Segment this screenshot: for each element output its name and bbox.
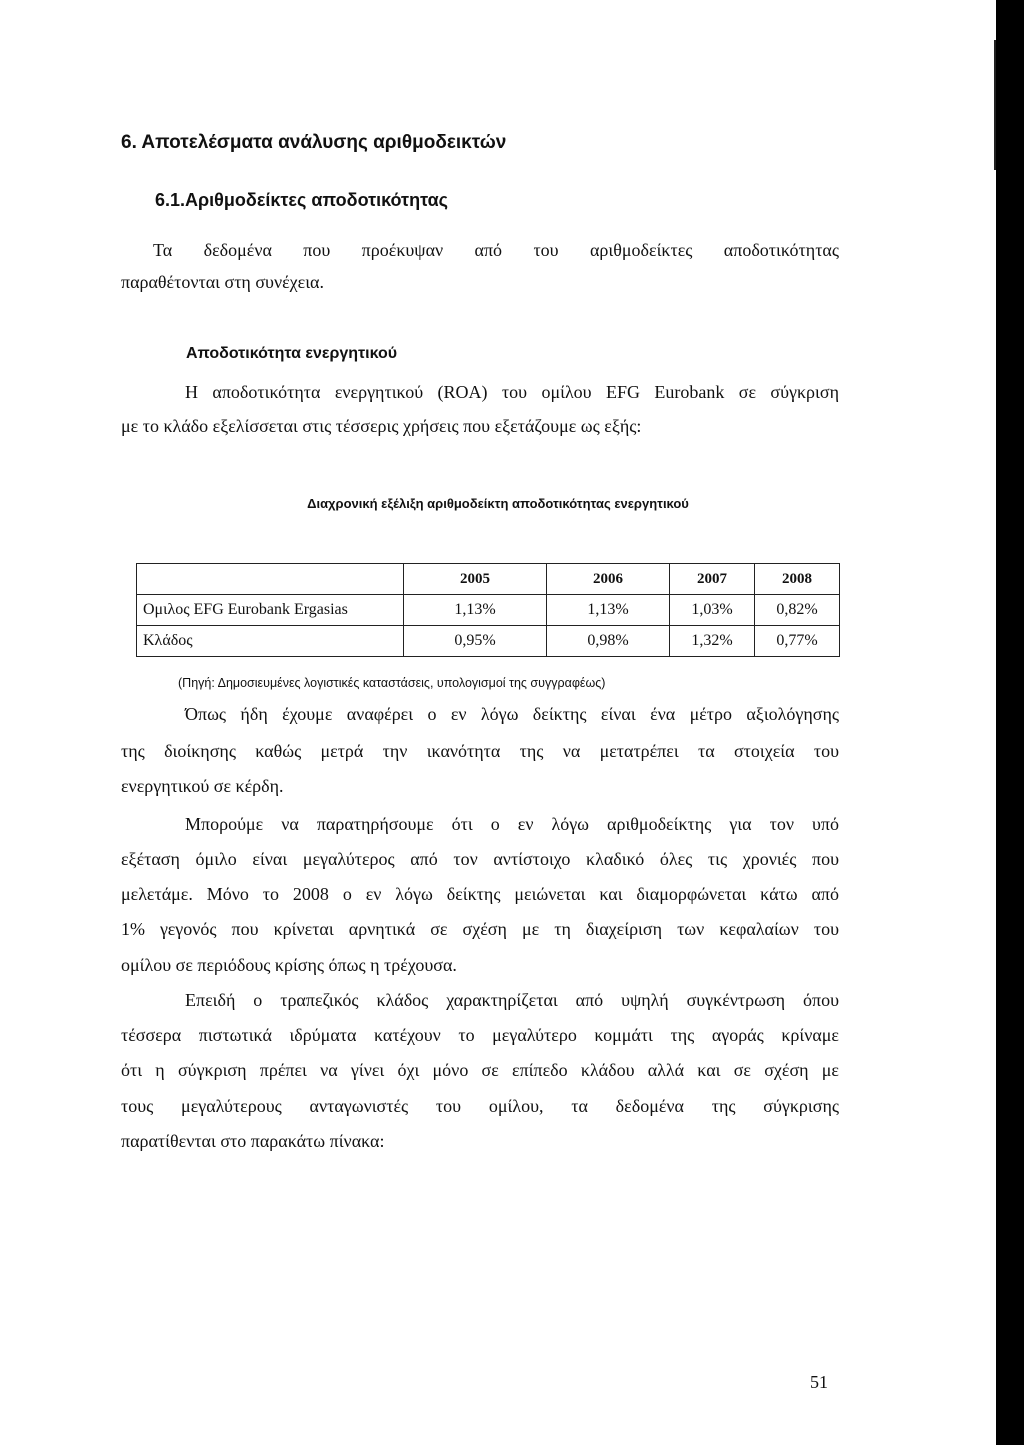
paragraph-2-line-4: 1% γεγονός που κρίνεται αρνητικά σε σχέση με τη διαχείριση των κεφαλαίων του <box>121 919 839 939</box>
table-cell: 0,82% <box>755 595 840 626</box>
paragraph-2-line-1: Μπορούμε να παρατηρήσουμε ότι ο εν λόγω αριθμοδείκτης για τον υπό <box>185 814 839 834</box>
table-cell: 1,32% <box>670 626 755 657</box>
table-cell: 1,13% <box>404 595 547 626</box>
table-header-row <box>137 564 840 595</box>
roa-intro-line-2: με το κλάδο εξελίσσεται στις τέσσερις χρήσεις που εξετάζουμε ως εξής: <box>121 416 642 436</box>
roa-table <box>136 563 840 657</box>
page-number: 51 <box>810 1372 828 1392</box>
paragraph-2-line-2: εξέταση όμιλο είναι μεγαλύτερος από τον αντίστοιχο κλαδικό όλες τις χρονιές που <box>121 849 839 869</box>
row-label: Κλάδος <box>137 626 404 657</box>
paragraph-1-line-3: ενεργητικού σε κέρδη. <box>121 776 284 796</box>
paragraph-1-line-2: της διοίκησης καθώς μετρά την ικανότητα της να μετατρέπει τα στοιχεία του <box>121 741 839 761</box>
year-header: 2008 <box>755 564 840 595</box>
intro-line-2: παραθέτονται στη συνέχεια. <box>121 272 324 292</box>
table-source: (Πηγή: Δημοσιευμένες λογιστικές καταστάσεις, υπολογισμοί της συγγραφέως) <box>178 676 606 690</box>
table-cell: 0,95% <box>404 626 547 657</box>
table-caption: Διαχρονική εξέλιξη αριθμοδείκτη αποδοτικότητας ενεργητικού <box>307 496 689 511</box>
table-cell: 1,03% <box>670 595 755 626</box>
subsection-heading: 6.1.Αριθμοδείκτες αποδοτικότητας <box>155 190 449 210</box>
scan-edge-line <box>994 40 996 170</box>
year-header: 2006 <box>547 564 670 595</box>
roa-subheading: Αποδοτικότητα ενεργητικού <box>186 345 398 362</box>
paragraph-3-line-1: Επειδή ο τραπεζικός κλάδος χαρακτηρίζεται από υψηλή συγκέντρωση όπου <box>185 990 839 1010</box>
table-row <box>137 595 840 626</box>
table-cell: 1,13% <box>547 595 670 626</box>
year-header: 2007 <box>670 564 755 595</box>
section-heading: 6. Αποτελέσματα ανάλυσης αριθμοδεικτών <box>121 132 507 153</box>
table-cell: 0,77% <box>755 626 840 657</box>
paragraph-3-line-3: ότι η σύγκριση πρέπει να γίνει όχι μόνο σε επίπεδο κλάδου αλλά και σε σχέση με <box>121 1060 839 1080</box>
paragraph-3-line-2: τέσσερα πιστωτικά ιδρύματα κατέχουν το μεγαλύτερο κομμάτι της αγοράς κρίναμε <box>121 1025 839 1045</box>
year-header: 2005 <box>404 564 547 595</box>
paragraph-3-line-4: τους μεγαλύτερους ανταγωνιστές του ομίλου, τα δεδομένα της σύγκρισης <box>121 1096 839 1116</box>
roa-intro-line-1: Η αποδοτικότητα ενεργητικού (ROA) του ομίλου EFG Eurobank σε σύγκριση <box>185 382 839 402</box>
intro-line-1: Τα δεδομένα που προέκυψαν από του αριθμοδείκτες αποδοτικότητας <box>153 240 839 260</box>
paragraph-2-line-5: ομίλου σε περιόδους κρίσης όπως η τρέχουσα. <box>121 955 457 975</box>
table-cell: 0,98% <box>547 626 670 657</box>
paragraph-3-line-5: παρατίθενται στο παρακάτω πίνακα: <box>121 1131 385 1151</box>
table-corner-cell <box>137 564 404 595</box>
paragraph-2-line-3: μελετάμε. Μόνο το 2008 ο εν λόγω δείκτης μειώνεται και διαμορφώνεται κάτω από <box>121 884 839 904</box>
row-label: Ομιλος EFG Eurobank Ergasias <box>137 595 404 626</box>
paragraph-1-line-1: Όπως ήδη έχουμε αναφέρει ο εν λόγω δείκτης είναι ένα μέτρο αξιολόγησης <box>185 704 839 724</box>
table-row <box>137 626 840 657</box>
